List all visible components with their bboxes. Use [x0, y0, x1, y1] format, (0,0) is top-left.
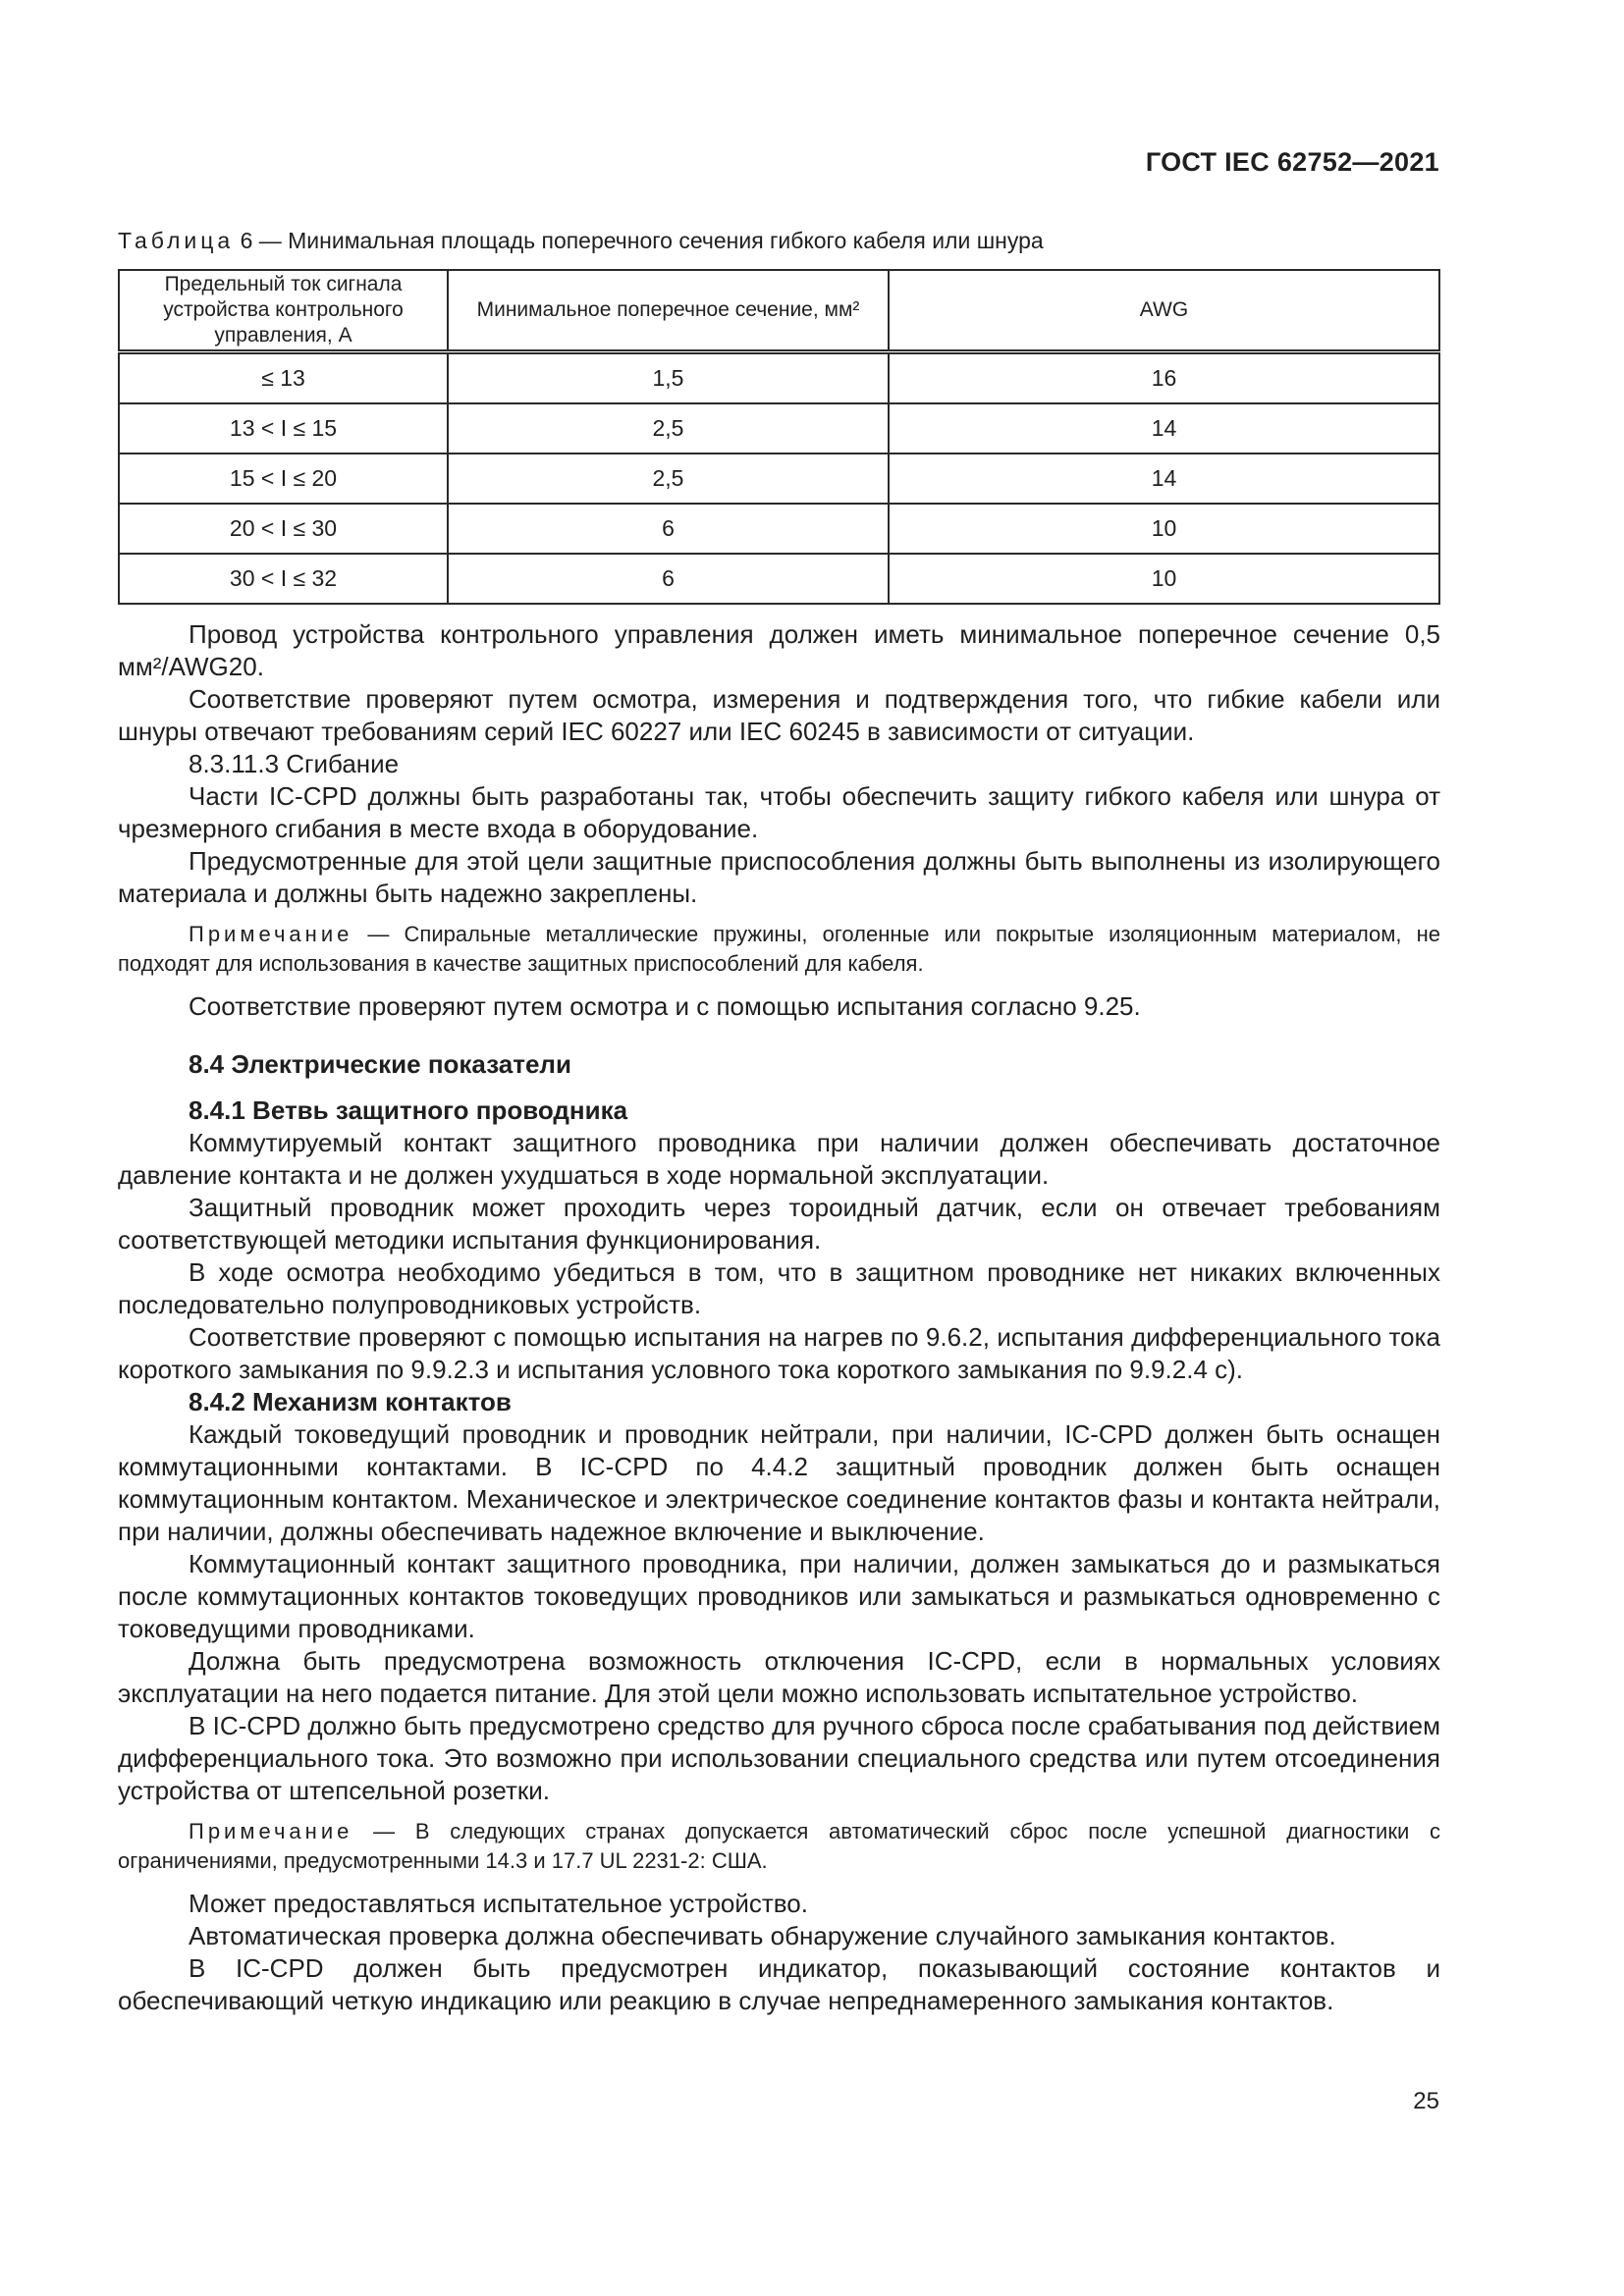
- cell-awg: 14: [889, 454, 1439, 504]
- cell-cross-section: 2,5: [448, 454, 889, 504]
- cell-current: 20 < I ≤ 30: [119, 504, 448, 554]
- paragraph: Может предоставляться испытательное устройство.: [189, 1889, 808, 1918]
- note-label: Примечание: [189, 1819, 353, 1843]
- cell-cross-section: 6: [448, 504, 889, 554]
- table-row: [119, 454, 1439, 504]
- table-header-row: [119, 270, 1439, 352]
- cell-current: 13 < I ≤ 15: [119, 403, 448, 454]
- cell-awg: 16: [889, 352, 1439, 404]
- paragraph: В IC-CPD должен быть предусмотрен индикатор, показывающий состояние контактов и обеспечивающий четкую индикацию или реакцию в случае непреднамеренного замыкания контактов.: [118, 1953, 1440, 2015]
- table-caption-label: Таблица: [118, 228, 235, 253]
- note-label: Примечание: [189, 922, 353, 946]
- table-caption: [118, 228, 1044, 254]
- paragraph: Соответствие проверяют путем осмотра, измерения и подтверждения того, что гибкие кабели или шнуры отвечают требованиям серий IEC 60227 или IEC 60245 в зависимости от ситуации.: [118, 684, 1440, 746]
- header-cross-section: Минимальное поперечное сечение, мм²: [448, 270, 889, 352]
- subclause-title: 8.3.11.3 Сгибание: [189, 749, 400, 778]
- note-text: — В следующих странах допускается автоматический сброс после успешной диагностики с ограничениями, предусмотренными 14.3 и 17.7 UL 2231-2: США.: [118, 1819, 1440, 1873]
- note-text: — Спиральные металлические пружины, оголенные или покрытые изоляционным материалом, не подходят для использования в качестве защитных приспособлений для кабеля.: [118, 922, 1440, 976]
- table-row: [119, 554, 1439, 604]
- cell-awg: 10: [889, 504, 1439, 554]
- paragraph: Предусмотренные для этой цели защитные приспособления должны быть выполнены из изолирующего материала и должны быть надежно закреплены.: [118, 846, 1440, 908]
- section-heading: 8.4.1 Ветвь защитного проводника: [189, 1095, 628, 1125]
- cell-cross-section: 2,5: [448, 403, 889, 454]
- note: [118, 920, 1440, 979]
- section-heading: 8.4.2 Механизм контактов: [189, 1387, 512, 1416]
- paragraph: Части IC-CPD должны быть разработаны так, чтобы обеспечить защиту гибкого кабеля или шнура от чрезмерного сгибания в месте входа в оборудование.: [118, 781, 1440, 843]
- cross-section-table: [118, 269, 1440, 605]
- table-row: [119, 352, 1439, 404]
- paragraph: Защитный проводник может проходить через тороидный датчик, если он отвечает требованиям соответствующей методики испытания функционирования.: [118, 1193, 1440, 1255]
- cell-current: 30 < I ≤ 32: [119, 554, 448, 604]
- table-row: [119, 504, 1439, 554]
- cell-awg: 10: [889, 554, 1439, 604]
- cell-cross-section: 6: [448, 554, 889, 604]
- paragraph: Каждый токоведущий проводник и проводник нейтрали, при наличии, IC-CPD должен быть оснащен коммутационными контактами. В IC-CPD по 4.4.2 защитный проводник должен быть оснащен коммутационным контактом. Механическое и электрическое соединение контактов фазы и контакта нейтрали, при наличии, должны обеспечивать надежное включение и выключение.: [118, 1419, 1440, 1546]
- page-number: 25: [1413, 2088, 1439, 2114]
- cell-current: 15 < I ≤ 20: [119, 454, 448, 504]
- paragraph: Коммутационный контакт защитного проводника, при наличии, должен замыкаться до и размыкаться после коммутационных контактов токоведущих проводников или замыкаться и размыкаться одновременно с токоведущими проводниками.: [118, 1549, 1440, 1643]
- cell-awg: 14: [889, 403, 1439, 454]
- cell-current: ≤ 13: [119, 352, 448, 404]
- document-id: ГОСТ IEC 62752—2021: [1145, 147, 1439, 177]
- section-heading: 8.4 Электрические показатели: [189, 1049, 571, 1079]
- paragraph: В ходе осмотра необходимо убедиться в том, что в защитном проводнике нет никаких включенных последовательно полупроводниковых устройств.: [118, 1257, 1440, 1319]
- paragraph: Соответствие проверяют путем осмотра и с помощью испытания согласно 9.25.: [189, 991, 1141, 1021]
- note: [118, 1817, 1440, 1876]
- table-row: [119, 403, 1439, 454]
- paragraph: В IC-CPD должно быть предусмотрено средство для ручного сброса после срабатывания под действием дифференциального тока. Это возможно при использовании специального средства или путем отсоединения устройства от штепсельной розетки.: [118, 1711, 1440, 1805]
- paragraph: Коммутируемый контакт защитного проводника при наличии должен обеспечивать достаточное давление контакта и не должен ухудшаться в ходе нормальной эксплуатации.: [118, 1128, 1440, 1190]
- header-current: Предельный ток сигнала устройства контрольного управления, А: [119, 270, 448, 352]
- paragraph: Должна быть предусмотрена возможность отключения IC-CPD, если в нормальных условиях эксплуатации на него подается питание. Для этой цели можно использовать испытательное устройство.: [118, 1646, 1440, 1708]
- paragraph: Автоматическая проверка должна обеспечивать обнаружение случайного замыкания контактов.: [189, 1921, 1336, 1950]
- header-awg: AWG: [889, 270, 1439, 352]
- body-text: [118, 618, 1440, 2017]
- paragraph: Провод устройства контрольного управления должен иметь минимальное поперечное сечение 0,5 мм²/AWG20.: [118, 619, 1440, 681]
- cell-cross-section: 1,5: [448, 352, 889, 404]
- paragraph: Соответствие проверяют с помощью испытания на нагрев по 9.6.2, испытания дифференциального тока короткого замыкания по 9.9.2.3 и испытания условного тока короткого замыкания по 9.9.2.4 с).: [118, 1322, 1440, 1384]
- table-caption-text: 6 — Минимальная площадь поперечного сечения гибкого кабеля или шнура: [234, 228, 1044, 253]
